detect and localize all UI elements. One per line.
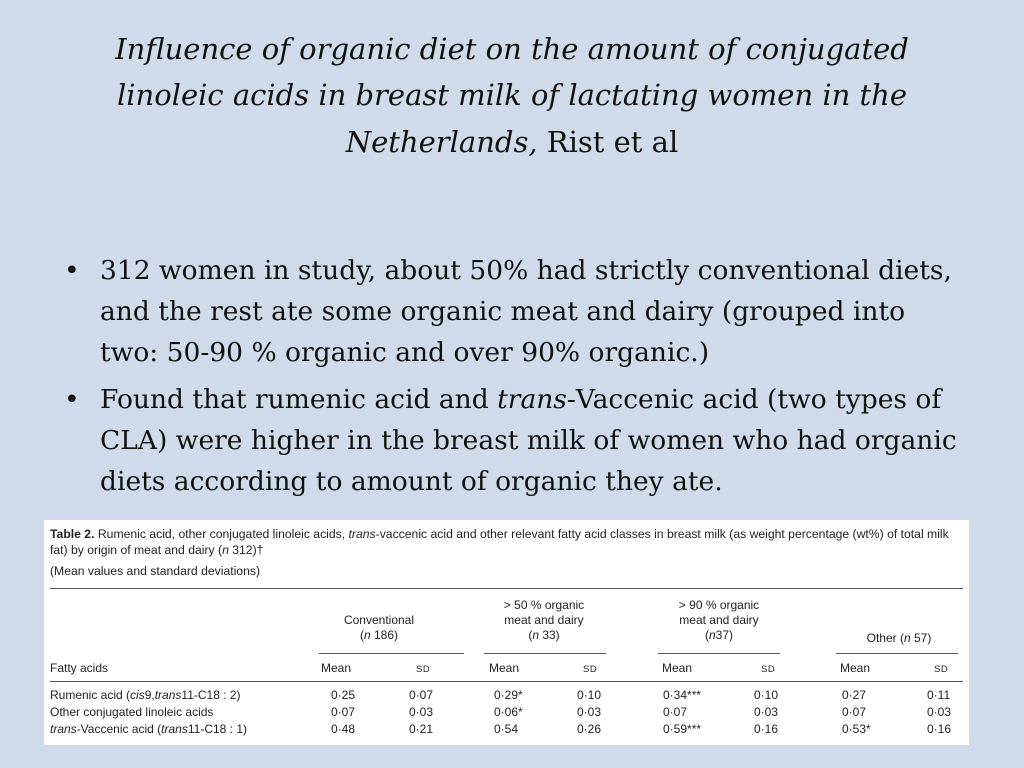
row-label xyxy=(50,722,247,737)
row-label-part: trans xyxy=(50,722,77,736)
cell-sd: 0·11 xyxy=(927,688,951,702)
group-n-label: n xyxy=(363,628,371,642)
table-top-rule xyxy=(50,588,963,589)
cell-mean: 0·27 xyxy=(842,688,867,702)
mean-header: Mean xyxy=(489,661,520,675)
caption-part: Rumenic acid, other conjugated linoleic acids, xyxy=(97,527,349,541)
row-label xyxy=(50,688,241,703)
bullet-list xyxy=(60,250,970,508)
slide-title-text: Influence of organic diet on the amount of conjugated linoleic acids in breast milk of lactating women in the Netherlands, xyxy=(115,32,909,159)
cell-mean: 0·06* xyxy=(494,705,523,719)
group-line: > 50 % organic xyxy=(503,598,585,612)
table-caption xyxy=(50,526,960,558)
group-underline xyxy=(484,653,606,654)
cell-sd: 0·10 xyxy=(577,688,602,702)
row-label-part: 11-C18 : 2) xyxy=(181,688,241,702)
row-label-part: trans xyxy=(161,722,188,736)
cell-mean: 0·34*** xyxy=(663,688,702,702)
group-header-90-organic xyxy=(654,598,784,643)
group-underline xyxy=(319,653,464,654)
group-n-label: n xyxy=(903,631,911,645)
group-underline xyxy=(836,653,958,654)
group-n-prefix: ( xyxy=(359,628,364,642)
sd-header: SD xyxy=(934,664,949,675)
mean-header: Mean xyxy=(321,661,352,675)
mean-header: Mean xyxy=(662,661,693,675)
cell-mean: 0·59*** xyxy=(663,722,702,736)
table-label: Table 2. xyxy=(50,527,95,541)
bullet-icon: • xyxy=(64,384,80,415)
group-line: > 90 % organic xyxy=(678,598,760,612)
bullet-icon: • xyxy=(64,255,80,286)
cell-sd: 0·03 xyxy=(927,705,952,719)
row-label-part: Rumenic acid ( xyxy=(50,688,131,702)
group-n xyxy=(654,628,784,643)
cell-mean: 0·07 xyxy=(842,705,867,719)
sd-header: SD xyxy=(583,664,598,675)
cell-mean: 0·25 xyxy=(331,688,356,702)
group-n-value: 37) xyxy=(715,628,734,642)
row-label xyxy=(50,705,213,720)
sd-header: SD xyxy=(761,664,776,675)
fatty-acids-header: Fatty acids xyxy=(50,661,109,675)
table-header-rule xyxy=(50,681,963,682)
caption-part: 312)† xyxy=(228,543,264,557)
cell-mean: 0·07 xyxy=(331,705,356,719)
cell-sd: 0·16 xyxy=(927,722,952,736)
caption-part: -vaccenic acid and other relevant fatty acid classes in breast milk (as weight percentage (wt%) of total milk fat) by origin of meat and dairy ( xyxy=(50,527,949,557)
table-image xyxy=(44,520,969,745)
cell-sd: 0·26 xyxy=(577,722,602,736)
caption-part: n xyxy=(222,543,229,557)
group-n-prefix: ( xyxy=(704,628,709,642)
group-n-value: 186) xyxy=(370,628,399,642)
cell-sd: 0·16 xyxy=(754,722,779,736)
cell-mean: 0·54 xyxy=(494,722,519,736)
group-n xyxy=(479,628,609,643)
group-n-label: n xyxy=(708,628,716,642)
cell-mean: 0·29* xyxy=(494,688,523,702)
group-line: meat and dairy xyxy=(504,613,584,627)
bullet-text-post: Vaccenic acid (two types of CLA) were higher in the breast milk of women who had organic diets according to amount of organic they ate. xyxy=(100,384,957,497)
bullet-text-em: trans- xyxy=(497,384,576,415)
bullet-text: 312 women in study, about 50% had strictly conventional diets, and the rest ate some organic meat and dairy (grouped into two: 50-90 % organic and over 90% organic.) xyxy=(100,255,952,368)
group-n-prefix: ( xyxy=(528,628,533,642)
row-label-part: 11-C18 : 1) xyxy=(187,722,247,736)
group-underline xyxy=(658,653,780,654)
group-n xyxy=(319,628,439,643)
group-line: Other ( xyxy=(866,631,904,645)
sd-header: SD xyxy=(416,664,431,675)
slide-title-author: Rist et al xyxy=(537,124,679,159)
cell-sd: 0·21 xyxy=(409,722,434,736)
cell-mean: 0·48 xyxy=(331,722,356,736)
cell-mean: 0·07 xyxy=(663,705,688,719)
bullet-item xyxy=(60,250,970,373)
bullet-text-pre: Found that rumenic acid and xyxy=(100,384,498,415)
group-n-label: n xyxy=(532,628,539,642)
slide-title xyxy=(60,26,964,165)
cell-sd: 0·03 xyxy=(409,705,434,719)
row-label-part: -Vaccenic acid ( xyxy=(76,722,162,736)
table-subcaption: (Mean values and standard deviations) xyxy=(50,564,261,578)
group-header-other xyxy=(839,631,959,646)
row-label-part: Other conjugated linoleic acids xyxy=(50,705,214,719)
group-header-50-organic xyxy=(479,598,609,643)
caption-part: trans xyxy=(348,527,376,541)
group-line: meat and dairy xyxy=(679,613,759,627)
cell-sd: 0·10 xyxy=(754,688,779,702)
group-header-conventional xyxy=(319,613,439,643)
group-line: Conventional xyxy=(343,613,415,627)
cell-sd: 0·07 xyxy=(409,688,434,702)
group-n-value: 57) xyxy=(910,631,932,645)
cell-sd: 0·03 xyxy=(754,705,779,719)
row-label-part: trans xyxy=(154,688,182,702)
cell-sd: 0·03 xyxy=(577,705,602,719)
row-label-part: 9, xyxy=(144,688,155,702)
mean-header: Mean xyxy=(840,661,871,675)
bullet-item xyxy=(60,379,970,502)
group-n-value: 33) xyxy=(539,628,560,642)
cell-mean: 0·53* xyxy=(842,722,871,736)
row-label-part: cis xyxy=(130,688,145,702)
